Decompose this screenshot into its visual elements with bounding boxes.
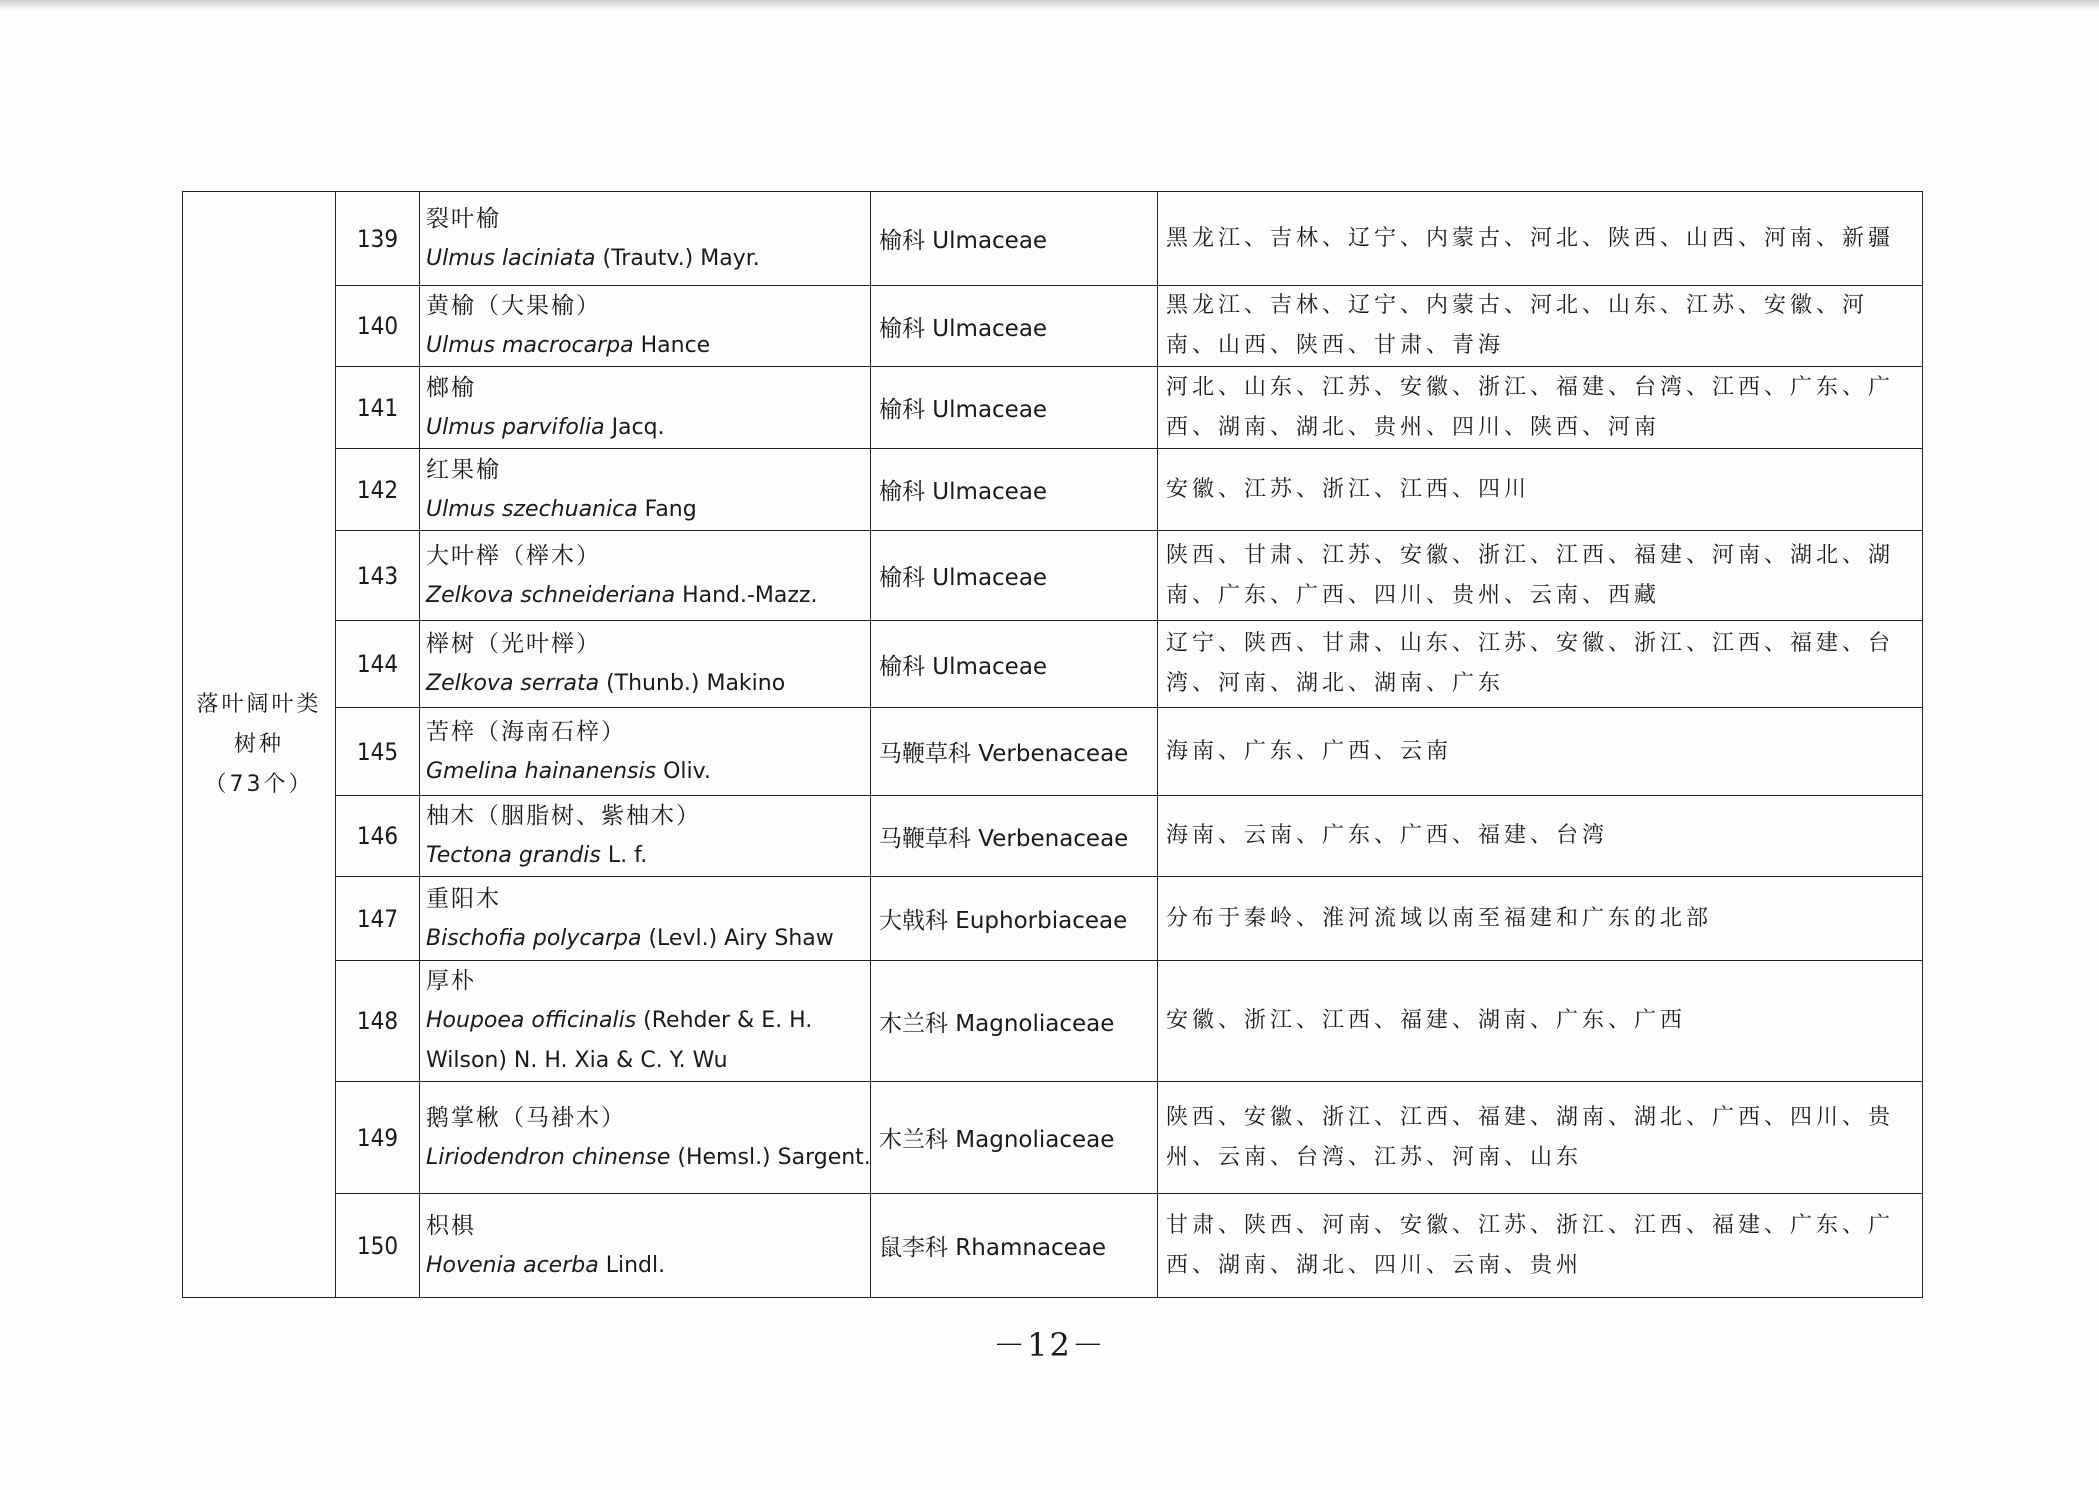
chinese-name: 榔榆 [426, 374, 476, 401]
family-cell: 榆科 Ulmaceae [871, 367, 1158, 449]
scientific-binomial: Ulmus macrocarpa [426, 333, 634, 358]
species-name-cell [420, 621, 871, 708]
chinese-name: 厚朴 [426, 968, 476, 994]
scientific-name [426, 1138, 870, 1178]
distribution-cell: 分布于秦岭、淮河流域以南至福建和广东的北部 [1158, 877, 1923, 961]
chinese-name: 枳椇 [426, 1212, 476, 1239]
table-row [183, 621, 1923, 708]
scientific-authority: Lindl. [598, 1252, 666, 1278]
category-line-2: 树种 [233, 731, 284, 757]
table-row [183, 367, 1923, 449]
species-name-cell [420, 367, 871, 449]
species-table [182, 191, 1923, 1298]
table-row [183, 1194, 1923, 1298]
species-name-cell [420, 531, 871, 621]
chinese-name: 榉树（光叶榉） [426, 631, 601, 657]
table-body [183, 192, 1923, 1298]
table-row [183, 708, 1923, 796]
category-line-1: 落叶阔叶类 [196, 691, 322, 717]
table-row [183, 1082, 1923, 1194]
distribution-cell: 黑龙江、吉林、辽宁、内蒙古、河北、山东、江苏、安徽、河南、山西、陕西、甘肃、青海 [1158, 286, 1923, 367]
species-name-cell [420, 1194, 871, 1298]
scientific-binomial: Tectona grandis [426, 843, 601, 868]
row-number: 140 [336, 286, 420, 367]
distribution-cell: 海南、广东、广西、云南 [1158, 708, 1923, 796]
page-number: －12－ [993, 1326, 1106, 1364]
chinese-name: 大叶榉（榉木） [426, 542, 601, 569]
distribution-cell: 安徽、浙江、江西、福建、湖南、广东、广西 [1158, 961, 1923, 1082]
family-cell: 木兰科 Magnoliaceae [871, 1082, 1158, 1194]
table-row [183, 192, 1923, 286]
species-name-cell [420, 1082, 871, 1194]
row-number: 148 [336, 961, 420, 1082]
scan-top-edge [0, 0, 2099, 10]
family-cell: 大戟科 Euphorbiaceae [871, 877, 1158, 961]
row-number: 143 [336, 531, 420, 621]
species-name-cell [420, 708, 871, 796]
row-number: 139 [336, 192, 420, 286]
table-row [183, 796, 1923, 877]
scientific-authority: Hand.-Mazz. [675, 582, 818, 608]
species-name-cell [420, 286, 871, 367]
scientific-name [426, 836, 870, 876]
scientific-name [426, 326, 870, 366]
species-name-cell [420, 961, 871, 1082]
scientific-authority: (Trautv.) Mayr. [595, 245, 760, 271]
distribution-cell: 河北、山东、江苏、安徽、浙江、福建、台湾、江西、广东、广西、湖南、湖北、贵州、四川、陕西、河南 [1158, 367, 1923, 449]
distribution-cell: 黑龙江、吉林、辽宁、内蒙古、河北、陕西、山西、河南、新疆 [1158, 192, 1923, 286]
scientific-binomial: Hovenia acerba [426, 1252, 599, 1278]
species-name-cell [420, 449, 871, 531]
family-cell: 马鞭草科 Verbenaceae [871, 796, 1158, 877]
table-row [183, 531, 1923, 621]
scientific-authority: L. f. [600, 843, 648, 868]
scientific-authority: (Rehder & E. H. [636, 1008, 813, 1033]
chinese-name: 柚木（胭脂树、紫柚木） [426, 803, 701, 829]
scientific-binomial: Bischofia polycarpa [426, 925, 642, 951]
row-number: 145 [336, 708, 420, 796]
scientific-authority: Jacq. [604, 414, 665, 440]
table-row [183, 286, 1923, 367]
scientific-authority: (Hemsl.) Sargent. [670, 1144, 871, 1170]
distribution-cell: 甘肃、陕西、河南、安徽、江苏、浙江、江西、福建、广东、广西、湖南、湖北、四川、云南、贵州 [1158, 1194, 1923, 1298]
scientific-name [426, 1246, 870, 1286]
row-number: 147 [336, 877, 420, 961]
distribution-cell: 陕西、安徽、浙江、江西、福建、湖南、湖北、广西、四川、贵州、云南、台湾、江苏、河南、山东 [1158, 1082, 1923, 1194]
category-cell [183, 192, 336, 1298]
row-number: 146 [336, 796, 420, 877]
scientific-name [426, 1001, 870, 1041]
scientific-name [426, 576, 870, 616]
table-row [183, 877, 1923, 961]
table-row [183, 449, 1923, 531]
chinese-name: 重阳木 [426, 885, 501, 912]
scientific-authority: Oliv. [656, 758, 711, 784]
row-number: 149 [336, 1082, 420, 1194]
distribution-cell: 安徽、江苏、浙江、江西、四川 [1158, 449, 1923, 531]
family-cell: 榆科 Ulmaceae [871, 449, 1158, 531]
scientific-binomial: Zelkova serrata [426, 671, 600, 696]
scientific-name [426, 408, 870, 448]
chinese-name: 红果榆 [426, 456, 501, 483]
chinese-name: 裂叶榆 [426, 205, 501, 232]
species-name-cell [420, 192, 871, 286]
species-name-cell [420, 796, 871, 877]
family-cell: 鼠李科 Rhamnaceae [871, 1194, 1158, 1298]
scientific-authority: Hance [633, 333, 711, 358]
chinese-name: 黄榆（大果榆） [426, 293, 601, 319]
family-cell: 榆科 Ulmaceae [871, 531, 1158, 621]
row-number: 150 [336, 1194, 420, 1298]
distribution-cell: 海南、云南、广东、广西、福建、台湾 [1158, 796, 1923, 877]
scientific-binomial: Gmelina hainanensis [426, 758, 657, 784]
distribution-cell: 陕西、甘肃、江苏、安徽、浙江、江西、福建、河南、湖北、湖南、广东、广西、四川、贵州、云南、西藏 [1158, 531, 1923, 621]
category-line-3: （73个） [204, 771, 314, 797]
scientific-binomial: Zelkova schneideriana [426, 582, 676, 608]
scientific-binomial: Ulmus parvifolia [426, 414, 605, 440]
scientific-name-continued: Wilson) N. H. Xia & C. Y. Wu [426, 1048, 728, 1073]
table-row [183, 961, 1923, 1082]
family-cell: 榆科 Ulmaceae [871, 192, 1158, 286]
scientific-authority: (Levl.) Airy Shaw [641, 925, 834, 951]
distribution-cell: 辽宁、陕西、甘肃、山东、江苏、安徽、浙江、江西、福建、台湾、河南、湖北、湖南、广东 [1158, 621, 1923, 708]
scientific-binomial: Houpoea officinalis [426, 1008, 637, 1033]
scientific-name [426, 919, 870, 959]
species-name-cell [420, 877, 871, 961]
row-number: 142 [336, 449, 420, 531]
family-cell: 榆科 Ulmaceae [871, 621, 1158, 708]
row-number: 144 [336, 621, 420, 708]
scientific-binomial: Liriodendron chinense [426, 1144, 671, 1170]
family-cell: 木兰科 Magnoliaceae [871, 961, 1158, 1082]
family-cell: 榆科 Ulmaceae [871, 286, 1158, 367]
scientific-binomial: Ulmus laciniata [426, 245, 596, 271]
scientific-name [426, 664, 870, 704]
chinese-name: 鹅掌楸（马褂木） [426, 1104, 626, 1131]
scientific-authority: Fang [637, 496, 697, 522]
scientific-name [426, 239, 870, 279]
scientific-binomial: Ulmus szechuanica [426, 496, 638, 522]
scientific-name [426, 490, 870, 530]
scientific-name [426, 752, 870, 792]
chinese-name: 苦梓（海南石梓） [426, 718, 626, 745]
family-cell: 马鞭草科 Verbenaceae [871, 708, 1158, 796]
row-number: 141 [336, 367, 420, 449]
scientific-authority: (Thunb.) Makino [599, 671, 786, 696]
